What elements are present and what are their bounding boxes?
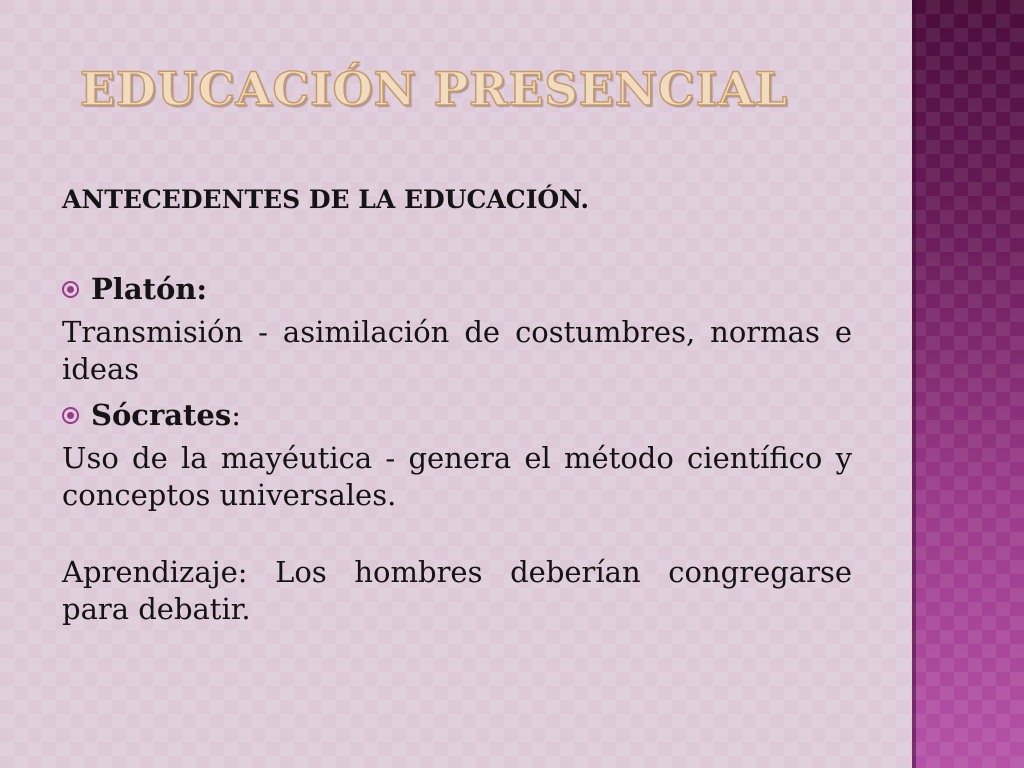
- slide-subtitle: ANTECEDENTES DE LA EDUCACIÓN.: [62, 185, 590, 214]
- bullet-label-platon: Platón:: [91, 272, 208, 306]
- socrates-description: Uso de la mayéutica - genera el método científico y conceptos universales.: [62, 441, 852, 512]
- bullet-platon: [62, 272, 852, 306]
- slide-title: EDUCACIÓN PRESENCIAL: [80, 62, 789, 116]
- side-bar-edge: [912, 0, 916, 768]
- bullet-socrates: [62, 398, 852, 432]
- bullet-label-socrates-colon: :: [231, 398, 241, 432]
- bullet-label-socrates: Sócrates: [91, 398, 232, 432]
- circle-bullet-icon: [62, 407, 79, 424]
- circle-bullet-icon: [62, 281, 79, 298]
- closing-paragraph: Aprendizaje: Los hombres deberían congregarse para debatir.: [62, 555, 852, 626]
- platon-description: Transmisión - asimilación de costumbres, normas e ideas: [62, 315, 852, 386]
- slide-content: [62, 185, 852, 638]
- decorative-side-bar: [912, 0, 1024, 768]
